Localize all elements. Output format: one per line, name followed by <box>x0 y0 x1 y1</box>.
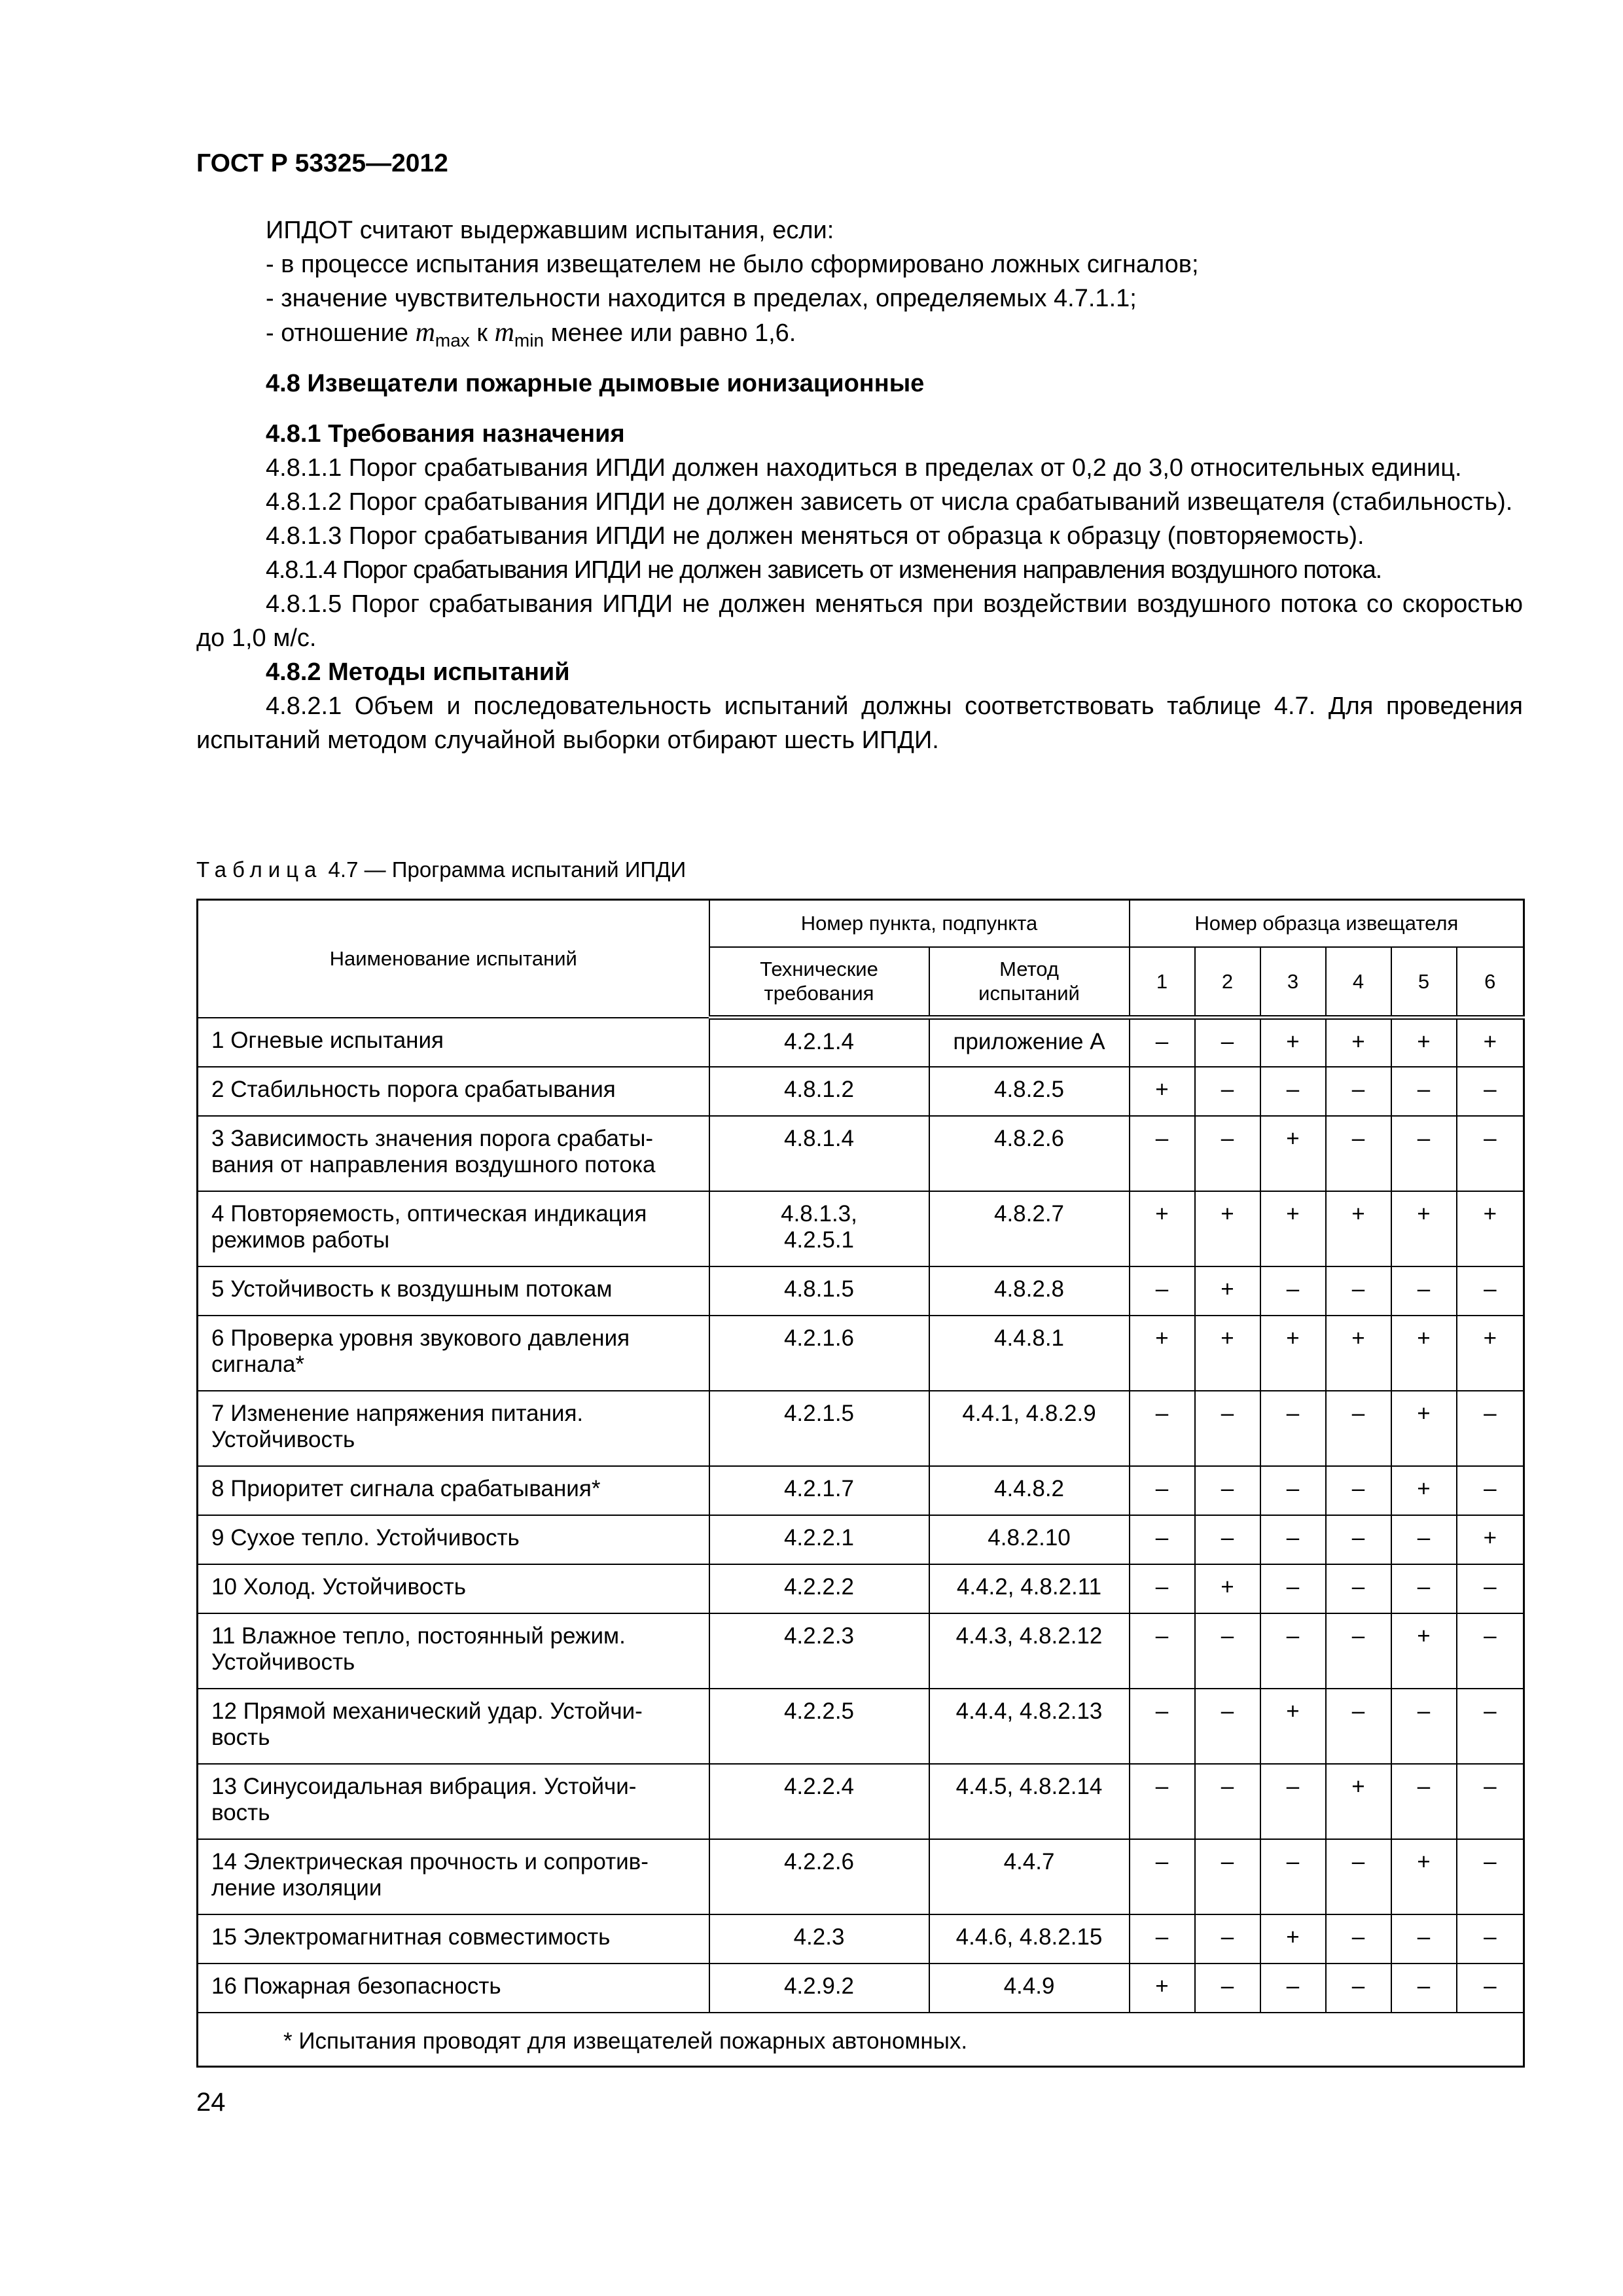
sample-5-mark-cell: + <box>1391 1018 1457 1067</box>
page-number: 24 <box>196 2088 226 2117</box>
list-item: - в процессе испытания извещателем не было сформировано ложных сигналов; <box>266 251 1199 278</box>
sample-5-mark-cell: + <box>1391 1391 1457 1466</box>
tech-requirement-cell: 4.2.1.4 <box>709 1018 929 1067</box>
table-row <box>198 1613 1524 1689</box>
tech-requirement-cell: 4.2.2.6 <box>709 1839 929 1914</box>
sample-6-mark-cell: – <box>1457 1613 1524 1689</box>
sample-3-mark-cell: + <box>1260 1689 1326 1764</box>
tech-requirement-cell: 4.2.1.5 <box>709 1391 929 1466</box>
document-id-header: ГОСТ Р 53325—2012 <box>196 149 448 177</box>
sample-3-mark-cell: – <box>1260 1266 1326 1316</box>
sample-2-mark-cell: – <box>1195 1391 1260 1466</box>
sample-3-mark-cell: – <box>1260 1839 1326 1914</box>
sample-6-mark-cell: – <box>1457 1839 1524 1914</box>
paragraph: 4.8.2.1 Объем и последовательность испытаний должны соответствовать таблице 4.7. Для проведения испытаний методом случайной выборки отбирают шесть ИПДИ. <box>196 692 1523 754</box>
sample-5-mark-cell: + <box>1391 1839 1457 1914</box>
test-name-cell: 2 Стабильность порога срабатывания <box>198 1067 709 1116</box>
table-row <box>198 1764 1524 1839</box>
sample-4-mark-cell: – <box>1326 1266 1391 1316</box>
table-row <box>198 1116 1524 1191</box>
sample-6-mark-cell: + <box>1457 1515 1524 1564</box>
test-method-cell: 4.4.3, 4.8.2.12 <box>929 1613 1130 1689</box>
tech-requirement-cell: 4.2.1.7 <box>709 1466 929 1515</box>
header-sample-4: 4 <box>1326 947 1391 1018</box>
tech-requirement-cell: 4.2.2.5 <box>709 1689 929 1764</box>
sample-1-mark-cell: – <box>1130 1466 1195 1515</box>
list-item: - значение чувствительности находится в пределах, определяемых 4.7.1.1; <box>266 285 1137 312</box>
sample-1-mark-cell: – <box>1130 1116 1195 1191</box>
subscript: max <box>435 330 470 351</box>
header-tech-requirements: Технические требования <box>709 947 929 1018</box>
test-name-cell: 16 Пожарная безопасность <box>198 1964 709 2013</box>
test-method-cell: 4.8.2.8 <box>929 1266 1130 1316</box>
sample-6-mark-cell: – <box>1457 1689 1524 1764</box>
tech-requirement-cell: 4.2.2.1 <box>709 1515 929 1564</box>
header-sample-3: 3 <box>1260 947 1326 1018</box>
header-sample-5: 5 <box>1391 947 1457 1018</box>
text: - отношение <box>266 319 416 347</box>
caption-text: 4.7 — Программа испытаний ИПДИ <box>322 857 687 882</box>
test-name-cell: 4 Повторяемость, оптическая индикация режимов работы <box>198 1191 709 1266</box>
test-method-cell: 4.8.2.7 <box>929 1191 1130 1266</box>
sample-5-mark-cell: – <box>1391 1914 1457 1964</box>
tech-requirement-cell: 4.8.1.2 <box>709 1067 929 1116</box>
sample-5-mark-cell: – <box>1391 1116 1457 1191</box>
sample-3-mark-cell: – <box>1260 1764 1326 1839</box>
tech-requirement-cell: 4.2.2.3 <box>709 1613 929 1689</box>
subscript: min <box>514 330 544 351</box>
table-caption <box>196 857 686 882</box>
list-item <box>196 315 1523 350</box>
sample-2-mark-cell: – <box>1195 1914 1260 1964</box>
table-row <box>198 1266 1524 1316</box>
section-heading: 4.8 Извещатели пожарные дымовые ионизационные <box>266 370 925 397</box>
header-sample-6: 6 <box>1457 947 1524 1018</box>
sample-4-mark-cell: – <box>1326 1839 1391 1914</box>
test-name-cell: 13 Синусоидальная вибрация. Устойчи- вость <box>198 1764 709 1839</box>
sample-3-mark-cell: – <box>1260 1613 1326 1689</box>
table-row <box>198 1689 1524 1764</box>
sample-2-mark-cell: – <box>1195 1613 1260 1689</box>
test-name-cell: 10 Холод. Устойчивость <box>198 1564 709 1613</box>
test-name-cell: 6 Проверка уровня звукового давления сигнала* <box>198 1316 709 1391</box>
sample-5-mark-cell: – <box>1391 1564 1457 1613</box>
sample-3-mark-cell: + <box>1260 1316 1326 1391</box>
sample-2-mark-cell: + <box>1195 1564 1260 1613</box>
sample-3-mark-cell: – <box>1260 1067 1326 1116</box>
sample-1-mark-cell: + <box>1130 1316 1195 1391</box>
test-method-cell: 4.8.2.6 <box>929 1116 1130 1191</box>
tech-requirement-cell: 4.8.1.5 <box>709 1266 929 1316</box>
sample-2-mark-cell: + <box>1195 1316 1260 1391</box>
sample-3-mark-cell: – <box>1260 1515 1326 1564</box>
header-sample-2: 2 <box>1195 947 1260 1018</box>
sample-4-mark-cell: – <box>1326 1964 1391 2013</box>
header-test-name: Наименование испытаний <box>198 900 709 1018</box>
sample-5-mark-cell: – <box>1391 1764 1457 1839</box>
sample-2-mark-cell: + <box>1195 1266 1260 1316</box>
sample-4-mark-cell: – <box>1326 1689 1391 1764</box>
test-name-cell: 15 Электромагнитная совместимость <box>198 1914 709 1964</box>
paragraph: 4.8.1.2 Порог срабатывания ИПДИ не должен зависеть от числа срабатываний извещателя (стабильность). <box>266 488 1513 516</box>
sample-6-mark-cell: – <box>1457 1466 1524 1515</box>
sample-4-mark-cell: + <box>1326 1191 1391 1266</box>
test-method-cell: 4.4.6, 4.8.2.15 <box>929 1914 1130 1964</box>
sample-2-mark-cell: – <box>1195 1964 1260 2013</box>
sample-2-mark-cell: – <box>1195 1515 1260 1564</box>
test-name-cell: 5 Устойчивость к воздушным потокам <box>198 1266 709 1316</box>
sample-2-mark-cell: – <box>1195 1466 1260 1515</box>
text: менее или равно 1,6. <box>544 319 796 347</box>
tech-requirement-cell: 4.2.9.2 <box>709 1964 929 2013</box>
sample-4-mark-cell: – <box>1326 1391 1391 1466</box>
table-body <box>198 1018 1524 2067</box>
table-row <box>198 1391 1524 1466</box>
header-clause-group: Номер пункта, подпункта <box>709 900 1130 947</box>
test-method-cell: 4.4.8.1 <box>929 1316 1130 1391</box>
test-method-cell: 4.4.4, 4.8.2.13 <box>929 1689 1130 1764</box>
table-row <box>198 1018 1524 1067</box>
sample-4-mark-cell: – <box>1326 1466 1391 1515</box>
sample-1-mark-cell: – <box>1130 1564 1195 1613</box>
sample-1-mark-cell: – <box>1130 1613 1195 1689</box>
test-name-cell: 11 Влажное тепло, постоянный режим. Устойчивость <box>198 1613 709 1689</box>
tech-requirement-cell: 4.2.3 <box>709 1914 929 1964</box>
sample-4-mark-cell: + <box>1326 1764 1391 1839</box>
test-method-cell: 4.4.5, 4.8.2.14 <box>929 1764 1130 1839</box>
table-row <box>198 1964 1524 2013</box>
test-name-cell: 12 Прямой механический удар. Устойчи- вость <box>198 1689 709 1764</box>
test-name-cell: 14 Электрическая прочность и сопротив- ление изоляции <box>198 1839 709 1914</box>
sample-2-mark-cell: – <box>1195 1689 1260 1764</box>
table-footnote: * Испытания проводят для извещателей пожарных автономных. <box>198 2013 1524 2067</box>
sample-4-mark-cell: – <box>1326 1067 1391 1116</box>
sample-5-mark-cell: + <box>1391 1191 1457 1266</box>
table-row <box>198 1839 1524 1914</box>
symbol-m: m <box>415 317 435 348</box>
sample-3-mark-cell: + <box>1260 1914 1326 1964</box>
sample-5-mark-cell: + <box>1391 1316 1457 1391</box>
table-row <box>198 1191 1524 1266</box>
sample-5-mark-cell: – <box>1391 1515 1457 1564</box>
tech-requirement-cell: 4.2.1.6 <box>709 1316 929 1391</box>
sample-1-mark-cell: + <box>1130 1964 1195 2013</box>
sample-5-mark-cell: + <box>1391 1466 1457 1515</box>
test-method-cell: 4.4.7 <box>929 1839 1130 1914</box>
test-name-cell: 9 Сухое тепло. Устойчивость <box>198 1515 709 1564</box>
sample-4-mark-cell: + <box>1326 1018 1391 1067</box>
paragraph: 4.8.1.5 Порог срабатывания ИПДИ не должен меняться при воздействии воздушного потока со скоростью до 1,0 м/с. <box>196 590 1523 652</box>
sample-1-mark-cell: + <box>1130 1191 1195 1266</box>
footnote-row <box>198 2013 1524 2067</box>
subsection-heading: 4.8.1 Требования назначения <box>266 420 625 448</box>
tech-requirement-cell: 4.2.2.4 <box>709 1764 929 1839</box>
sample-4-mark-cell: + <box>1326 1316 1391 1391</box>
sample-4-mark-cell: – <box>1326 1564 1391 1613</box>
table-row <box>198 1914 1524 1964</box>
sample-4-mark-cell: – <box>1326 1914 1391 1964</box>
table-row <box>198 1316 1524 1391</box>
sample-1-mark-cell: – <box>1130 1391 1195 1466</box>
header-sample-1: 1 <box>1130 947 1195 1018</box>
test-name-cell: 7 Изменение напряжения питания. Устойчивость <box>198 1391 709 1466</box>
body-text <box>196 213 1523 757</box>
sample-4-mark-cell: – <box>1326 1613 1391 1689</box>
sample-5-mark-cell: + <box>1391 1613 1457 1689</box>
test-method-cell: 4.8.2.5 <box>929 1067 1130 1116</box>
tech-requirement-cell: 4.8.1.4 <box>709 1116 929 1191</box>
table-row <box>198 1515 1524 1564</box>
test-name-cell: 3 Зависимость значения порога срабаты- вания от направления воздушного потока <box>198 1116 709 1191</box>
sample-1-mark-cell: – <box>1130 1515 1195 1564</box>
paragraph: ИПДОТ считают выдержавшим испытания, если: <box>266 217 834 244</box>
header-test-method: Метод испытаний <box>929 947 1130 1018</box>
test-program-table <box>196 899 1525 2068</box>
sample-6-mark-cell: – <box>1457 1067 1524 1116</box>
paragraph: 4.8.1.4 Порог срабатывания ИПДИ не должен зависеть от изменения направления воздушного потока. <box>266 556 1382 584</box>
sample-5-mark-cell: – <box>1391 1964 1457 2013</box>
sample-6-mark-cell: + <box>1457 1018 1524 1067</box>
text: к <box>469 319 495 347</box>
sample-5-mark-cell: – <box>1391 1689 1457 1764</box>
sample-6-mark-cell: – <box>1457 1391 1524 1466</box>
sample-6-mark-cell: + <box>1457 1191 1524 1266</box>
tech-requirement-cell: 4.8.1.3, 4.2.5.1 <box>709 1191 929 1266</box>
test-name-cell: 8 Приоритет сигнала срабатывания* <box>198 1466 709 1515</box>
sample-3-mark-cell: – <box>1260 1391 1326 1466</box>
paragraph: 4.8.1.1 Порог срабатывания ИПДИ должен находиться в пределах от 0,2 до 3,0 относительных единиц. <box>266 454 1462 482</box>
symbol-m: m <box>494 317 514 348</box>
sample-5-mark-cell: – <box>1391 1067 1457 1116</box>
sample-2-mark-cell: – <box>1195 1764 1260 1839</box>
sample-3-mark-cell: – <box>1260 1964 1326 2013</box>
sample-2-mark-cell: + <box>1195 1191 1260 1266</box>
sample-1-mark-cell: – <box>1130 1764 1195 1839</box>
sample-3-mark-cell: – <box>1260 1466 1326 1515</box>
sample-2-mark-cell: – <box>1195 1116 1260 1191</box>
sample-1-mark-cell: – <box>1130 1839 1195 1914</box>
sample-6-mark-cell: – <box>1457 1914 1524 1964</box>
tech-requirement-cell: 4.2.2.2 <box>709 1564 929 1613</box>
test-name-cell: 1 Огневые испытания <box>198 1018 709 1067</box>
sample-3-mark-cell: + <box>1260 1191 1326 1266</box>
table-row <box>198 1067 1524 1116</box>
subsection-heading: 4.8.2 Методы испытаний <box>266 658 570 686</box>
sample-1-mark-cell: – <box>1130 1018 1195 1067</box>
sample-6-mark-cell: – <box>1457 1764 1524 1839</box>
sample-1-mark-cell: – <box>1130 1266 1195 1316</box>
table-row <box>198 1466 1524 1515</box>
sample-1-mark-cell: – <box>1130 1914 1195 1964</box>
sample-2-mark-cell: – <box>1195 1067 1260 1116</box>
paragraph: 4.8.1.3 Порог срабатывания ИПДИ не должен меняться от образца к образцу (повторяемость). <box>266 522 1364 550</box>
header-samples-group: Номер образца извещателя <box>1130 900 1524 947</box>
sample-1-mark-cell: – <box>1130 1689 1195 1764</box>
test-method-cell: 4.8.2.10 <box>929 1515 1130 1564</box>
table-row <box>198 1564 1524 1613</box>
test-method-cell: 4.4.8.2 <box>929 1466 1130 1515</box>
sample-6-mark-cell: – <box>1457 1964 1524 2013</box>
test-method-cell: 4.4.2, 4.8.2.11 <box>929 1564 1130 1613</box>
sample-3-mark-cell: + <box>1260 1018 1326 1067</box>
sample-1-mark-cell: + <box>1130 1067 1195 1116</box>
test-method-cell: приложение А <box>929 1018 1130 1067</box>
sample-5-mark-cell: – <box>1391 1266 1457 1316</box>
sample-6-mark-cell: + <box>1457 1316 1524 1391</box>
test-method-cell: 4.4.9 <box>929 1964 1130 2013</box>
sample-3-mark-cell: + <box>1260 1116 1326 1191</box>
sample-6-mark-cell: – <box>1457 1266 1524 1316</box>
sample-2-mark-cell: – <box>1195 1018 1260 1067</box>
sample-3-mark-cell: – <box>1260 1564 1326 1613</box>
test-method-cell: 4.4.1, 4.8.2.9 <box>929 1391 1130 1466</box>
caption-label: Таблица <box>196 857 323 882</box>
sample-2-mark-cell: – <box>1195 1839 1260 1914</box>
sample-4-mark-cell: – <box>1326 1116 1391 1191</box>
sample-4-mark-cell: – <box>1326 1515 1391 1564</box>
sample-6-mark-cell: – <box>1457 1116 1524 1191</box>
sample-6-mark-cell: – <box>1457 1564 1524 1613</box>
